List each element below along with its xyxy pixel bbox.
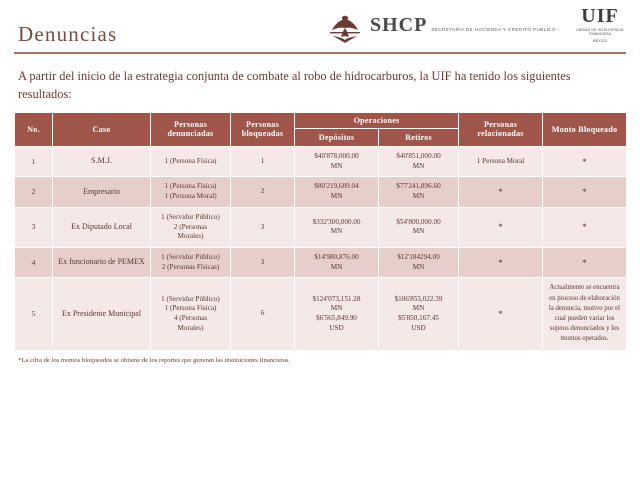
cell-no: 4	[15, 248, 53, 278]
table-row	[15, 146, 627, 176]
cell-depositos	[295, 248, 379, 278]
retiro-amount-usd: $5'850,167.45	[398, 314, 439, 322]
table-row	[15, 207, 627, 247]
cell-retiros	[379, 177, 459, 207]
caso-label: Ex Presidente Municipal	[61, 308, 142, 318]
denunciadas-line: 1 (Persona Física)	[164, 182, 217, 191]
deposito-amount: $80'219,689.04	[314, 182, 359, 191]
cell-depositos	[295, 207, 379, 247]
col-header-operaciones: Operaciones	[295, 112, 459, 128]
cell-bloqueadas: 1	[231, 146, 295, 176]
intro-paragraph: A partir del inicio de la estrategia conjunta de combate al robo de hidrocarburos, la UIF ha tenido los siguientes resultados:	[18, 69, 571, 101]
deposito-currency-mn: MN	[330, 304, 343, 313]
cell-depositos	[295, 146, 379, 176]
cell-denunciadas	[151, 248, 231, 278]
cell-caso: Ex Diputado Local	[53, 207, 151, 247]
denunciadas-line: 1 (Persona Física)	[164, 304, 217, 313]
cell-no: 2	[15, 177, 53, 207]
cell-no: 5	[15, 278, 53, 350]
col-header-no: No.	[15, 112, 53, 146]
denuncias-table	[14, 112, 627, 351]
retiro-currency: MN	[412, 227, 425, 236]
cell-bloqueadas: 2	[231, 177, 295, 207]
cell-denunciadas	[151, 146, 231, 176]
cell-denunciadas	[151, 177, 231, 207]
cell-no: 3	[15, 207, 53, 247]
denunciadas-line: Morales)	[177, 323, 204, 332]
cell-caso: S.M.J.	[53, 146, 151, 176]
denunciadas-line: 4 (Personas	[173, 314, 208, 322]
deposito-amount: $332'300,000.00	[312, 217, 361, 226]
col-header-personas-denunciadas: Personas denunciadas	[151, 112, 231, 146]
deposito-currency: MN	[330, 192, 343, 201]
shcp-logo	[326, 6, 556, 44]
uif-logo	[570, 6, 630, 43]
col-header-depositos: Depósitos	[295, 128, 379, 146]
cell-monto: *	[543, 177, 627, 207]
denunciadas-line: 2 (Personas	[173, 222, 208, 231]
cell-caso: Empresario	[53, 177, 151, 207]
denunciadas-line: 1 (Servidor Público)	[161, 294, 220, 303]
denunciadas-line: 1 (Persona Moral)	[164, 192, 217, 201]
deposito-currency-usd: USD	[329, 323, 344, 332]
table-row	[15, 248, 627, 278]
table-body	[15, 146, 627, 350]
cell-caso	[53, 278, 151, 350]
retiro-amount-mn: $106'855,022.39	[394, 294, 443, 303]
table-row	[15, 177, 627, 207]
cell-relacionadas: *	[459, 177, 543, 207]
retiro-amount: $40'851,000.00	[396, 151, 441, 160]
deposito-currency: MN	[330, 262, 343, 271]
table-header	[15, 112, 627, 146]
cell-no: 1	[15, 146, 53, 176]
cell-depositos	[295, 177, 379, 207]
cell-bloqueadas: 3	[231, 207, 295, 247]
cell-relacionadas: 1 Persona Moral	[459, 146, 543, 176]
cell-retiros	[379, 278, 459, 350]
retiro-currency: MN	[412, 161, 425, 170]
cell-retiros	[379, 207, 459, 247]
deposito-amount-mn: $124'073,151.28	[312, 294, 361, 303]
retiro-currency-mn: MN	[412, 304, 425, 313]
cell-monto: *	[543, 248, 627, 278]
shcp-full-name: SECRETARÍA DE HACIENDA Y CRÉDITO PÚBLICO	[431, 27, 556, 32]
cell-monto: *	[543, 146, 627, 176]
shcp-acronym: SHCP	[369, 14, 428, 36]
col-header-caso: Caso	[53, 112, 151, 146]
uif-acronym: UIF	[581, 5, 619, 27]
denunciadas-line: 1 (Servidor Público)	[161, 253, 220, 261]
denunciadas-line: 1 (Persona Física)	[164, 156, 217, 165]
col-header-retiros: Retiros	[379, 128, 459, 146]
retiro-currency-usd: USD	[411, 323, 426, 332]
table-row	[15, 278, 627, 350]
table-header-row-1	[15, 112, 627, 128]
uif-country-label: MÉXICO	[592, 38, 608, 43]
slide-header	[0, 0, 640, 62]
cell-relacionadas: *	[459, 278, 543, 350]
retiro-currency: MN	[412, 262, 425, 271]
denunciadas-line: 1 (Servidor Público)	[161, 212, 220, 221]
col-header-personas-relacionadas: Personas relacionadas	[459, 112, 543, 146]
cell-monto: *	[543, 207, 627, 247]
cell-caso: Ex funcionario de PEMEX	[53, 248, 151, 278]
cell-monto: Actualmente se encuentra en proceso de elaboración la denuncia, motivo por el cual pueden variar los sujetos denunciados y los montos operados.	[543, 278, 627, 350]
cell-denunciadas	[151, 278, 231, 350]
denunciadas-line: 2 (Personas Físicas)	[161, 262, 220, 271]
logo-group	[326, 6, 630, 44]
deposito-amount: $40'878,000.00	[314, 151, 359, 160]
mexican-eagle-icon	[326, 6, 364, 44]
cell-bloqueadas: 3	[231, 248, 295, 278]
cell-relacionadas: *	[459, 207, 543, 247]
col-header-monto-bloqueado: Monto Bloqueado	[543, 112, 627, 146]
cell-retiros	[379, 146, 459, 176]
deposito-currency: MN	[330, 227, 343, 236]
page-title: Denuncias	[18, 22, 118, 46]
retiro-amount: $54'800,000.00	[396, 217, 441, 226]
retiro-currency: MN	[412, 192, 425, 201]
footnote: *La cifra de los montos bloqueados se obtiene de los reportes que generan las instituciones financieras.	[18, 356, 291, 364]
col-header-personas-bloqueadas: Personas bloqueadas	[231, 112, 295, 146]
cell-bloqueadas: 6	[231, 278, 295, 350]
cell-relacionadas: *	[459, 248, 543, 278]
shcp-wordmark	[370, 15, 556, 35]
cell-denunciadas	[151, 207, 231, 247]
uif-full-name: UNIDAD DE INTELIGENCIA FINANCIERA	[576, 28, 624, 37]
title-divider	[14, 52, 626, 54]
deposito-amount-usd: $6'565,849.90	[316, 314, 357, 322]
deposito-currency: MN	[330, 161, 343, 170]
cell-retiros	[379, 248, 459, 278]
denunciadas-line: Morales)	[177, 232, 204, 241]
cell-depositos	[295, 278, 379, 350]
retiro-amount: $77'241,896.60	[396, 182, 441, 191]
retiro-amount: $12'184294.00	[397, 253, 440, 261]
deposito-amount: $14'980,876.00	[314, 253, 359, 261]
